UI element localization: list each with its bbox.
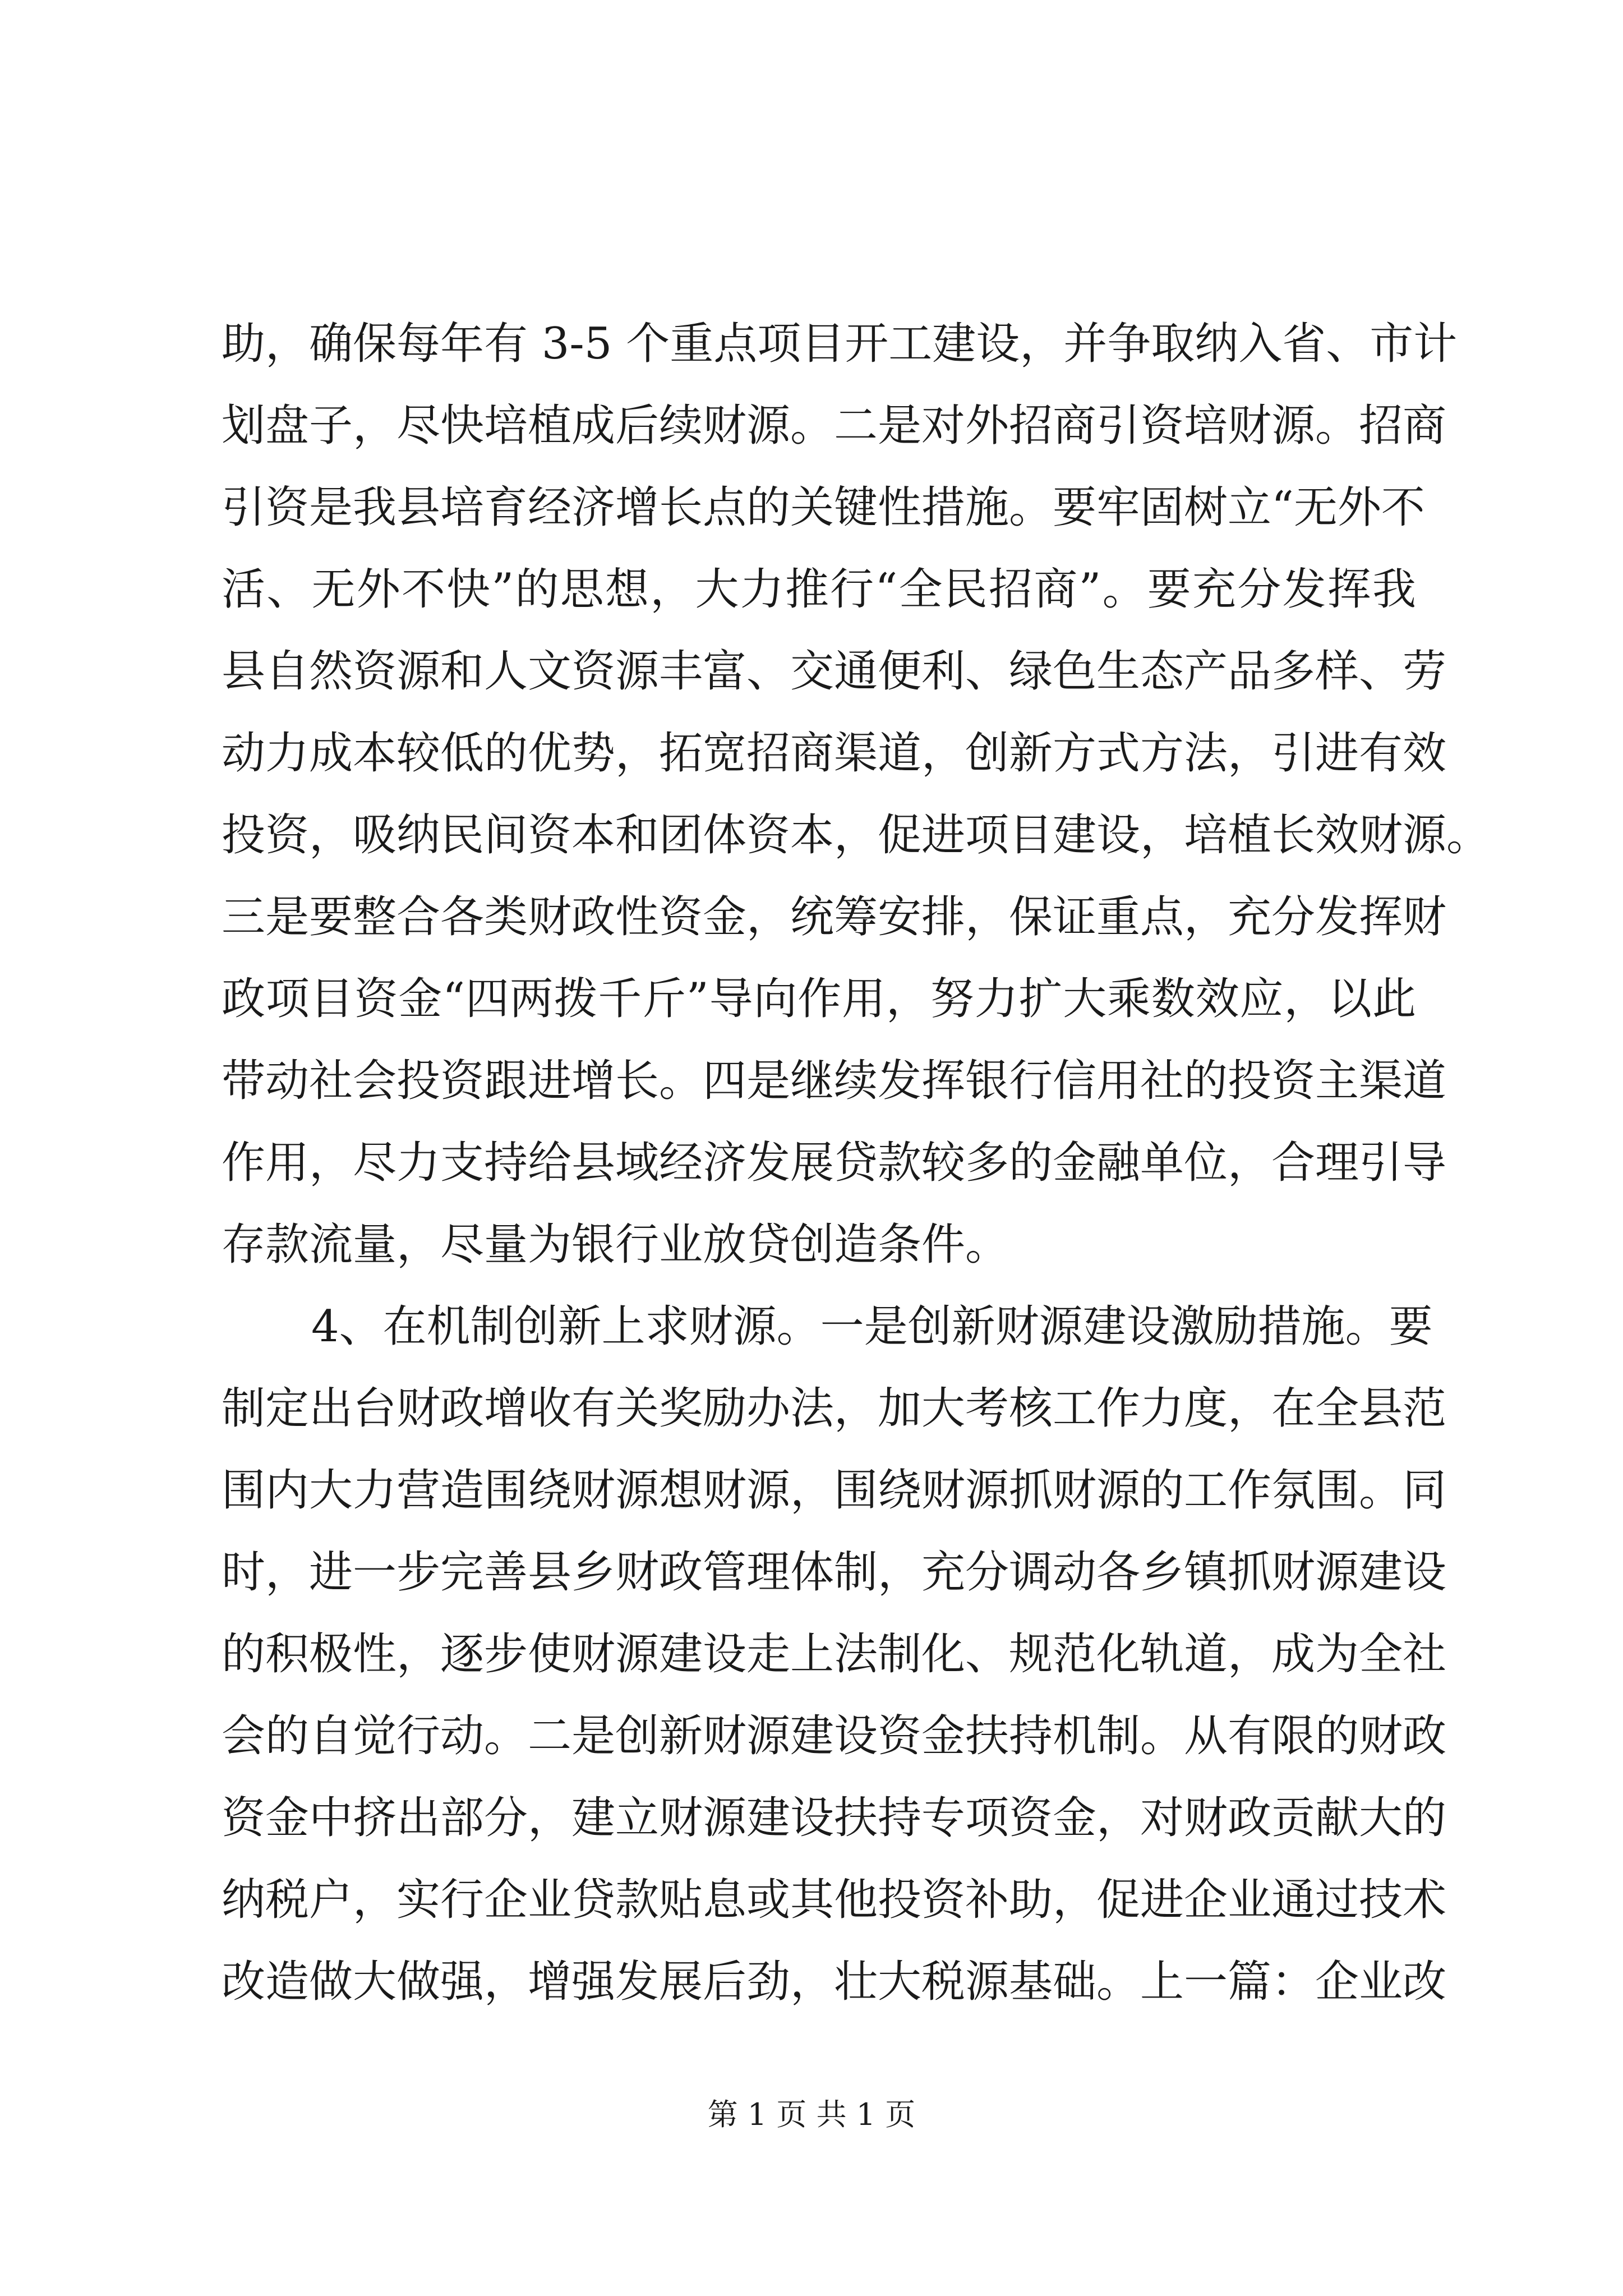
text-line: 存款流量，尽量为银行业放贷创造条件。: [222, 1220, 1009, 1270]
text-line: 的积极性，逐步使财源建设走上法制化、规范化轨道，成为全社: [222, 1629, 1447, 1680]
text-line: 作用，尽力支持给县域经济发展贷款较多的金融单位，合理引导: [222, 1138, 1447, 1188]
text-line: 动力成本较低的优势，拓宽招商渠道，创新方式方法，引进有效: [222, 728, 1447, 779]
document-body: [222, 303, 1491, 2023]
page-footer: 第 1 页 共 1 页: [707, 2097, 916, 2132]
text-line: 划盘子，尽快培植成后续财源。二是对外招商引资培财源。招商: [222, 401, 1447, 451]
text-line: 活、无外不快”的思想，大力推行“全民招商”。要充分发挥我: [222, 564, 1416, 615]
text-line: 时，进一步完善县乡财政管理体制，充分调动各乡镇抓财源建设: [222, 1547, 1447, 1598]
text-line: 县自然资源和人文资源丰富、交通便利、绿色生态产品多样、劳: [222, 646, 1447, 697]
text-line: 制定出台财政增收有关奖励办法，加大考核工作力度，在全县范: [222, 1383, 1447, 1434]
text-line: 围内大力营造围绕财源想财源，围绕财源抓财源的工作氛围。同: [222, 1465, 1447, 1516]
text-line: 带动社会投资跟进增长。四是继续发挥银行信用社的投资主渠道: [222, 1056, 1447, 1106]
text-line: 三是要整合各类财政性资金，统筹安排，保证重点，充分发挥财: [222, 892, 1447, 942]
text-line: 助，确保每年有 3-5 个重点项目开工建设，并争取纳入省、市计: [222, 319, 1458, 369]
text-line: 会的自觉行动。二是创新财源建设资金扶持机制。从有限的财政: [222, 1711, 1447, 1761]
text-line: 投资，吸纳民间资本和团体资本，促进项目建设，培植长效财源。: [222, 810, 1491, 861]
text-line: 政项目资金“四两拨千斤”导向作用，努力扩大乘数效应，以此: [222, 974, 1416, 1024]
text-line: 资金中挤出部分，建立财源建设扶持专项资金，对财政贡献大的: [222, 1793, 1447, 1843]
text-line: 改造做大做强，增强发展后劲，壮大税源基础。上一篇：企业改: [222, 1957, 1447, 2007]
paragraph-start-line: 4、在机制创新上求财源。一是创新财源建设激励措施。要: [311, 1301, 1433, 1352]
text-line: 引资是我县培育经济增长点的关键性措施。要牢固树立“无外不: [222, 482, 1425, 533]
text-line: 纳税户，实行企业贷款贴息或其他投资补助，促进企业通过技术: [222, 1875, 1447, 1925]
